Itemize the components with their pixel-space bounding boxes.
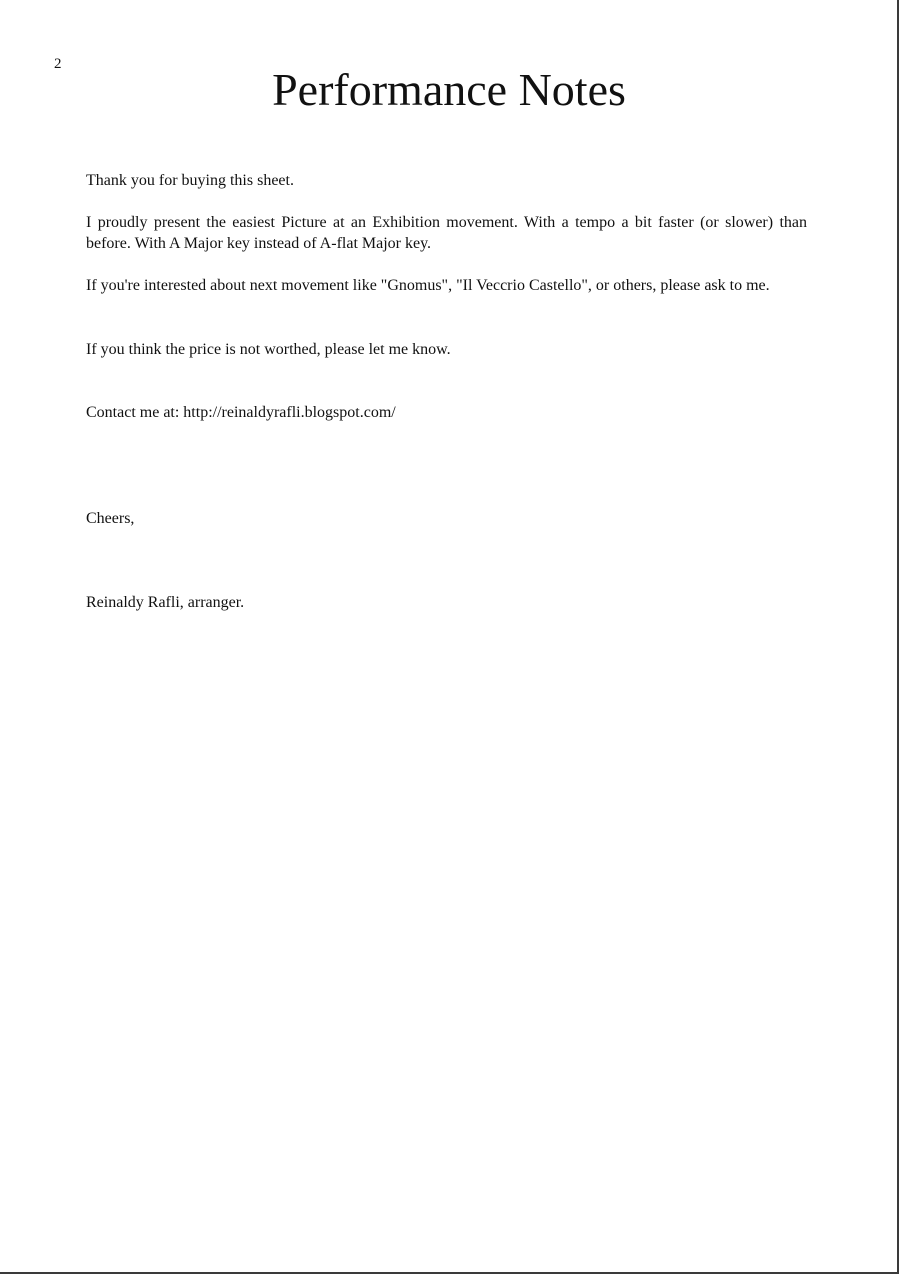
page-title: Performance Notes (272, 64, 626, 115)
feedback-paragraph: If you think the price is not worthed, please let me know. (86, 341, 451, 358)
request-paragraph: If you're interested about next movement like "Gnomus", "Il Veccrio Castello", or others, please ask to me. (86, 277, 770, 294)
page-number: 2 (54, 56, 62, 72)
closing-line: Cheers, (86, 510, 135, 527)
intro-paragraph: I proudly present the easiest Picture at an Exhibition movement. With a tempo a bit faster (or slower) than before. With A Major key instead of A-flat Major key. (86, 214, 807, 252)
signature-line: Reinaldy Rafli, arranger. (86, 594, 245, 611)
thanks-paragraph: Thank you for buying this sheet. (86, 172, 294, 189)
contact-paragraph: Contact me at: http://reinaldyrafli.blogspot.com/ (86, 404, 396, 421)
